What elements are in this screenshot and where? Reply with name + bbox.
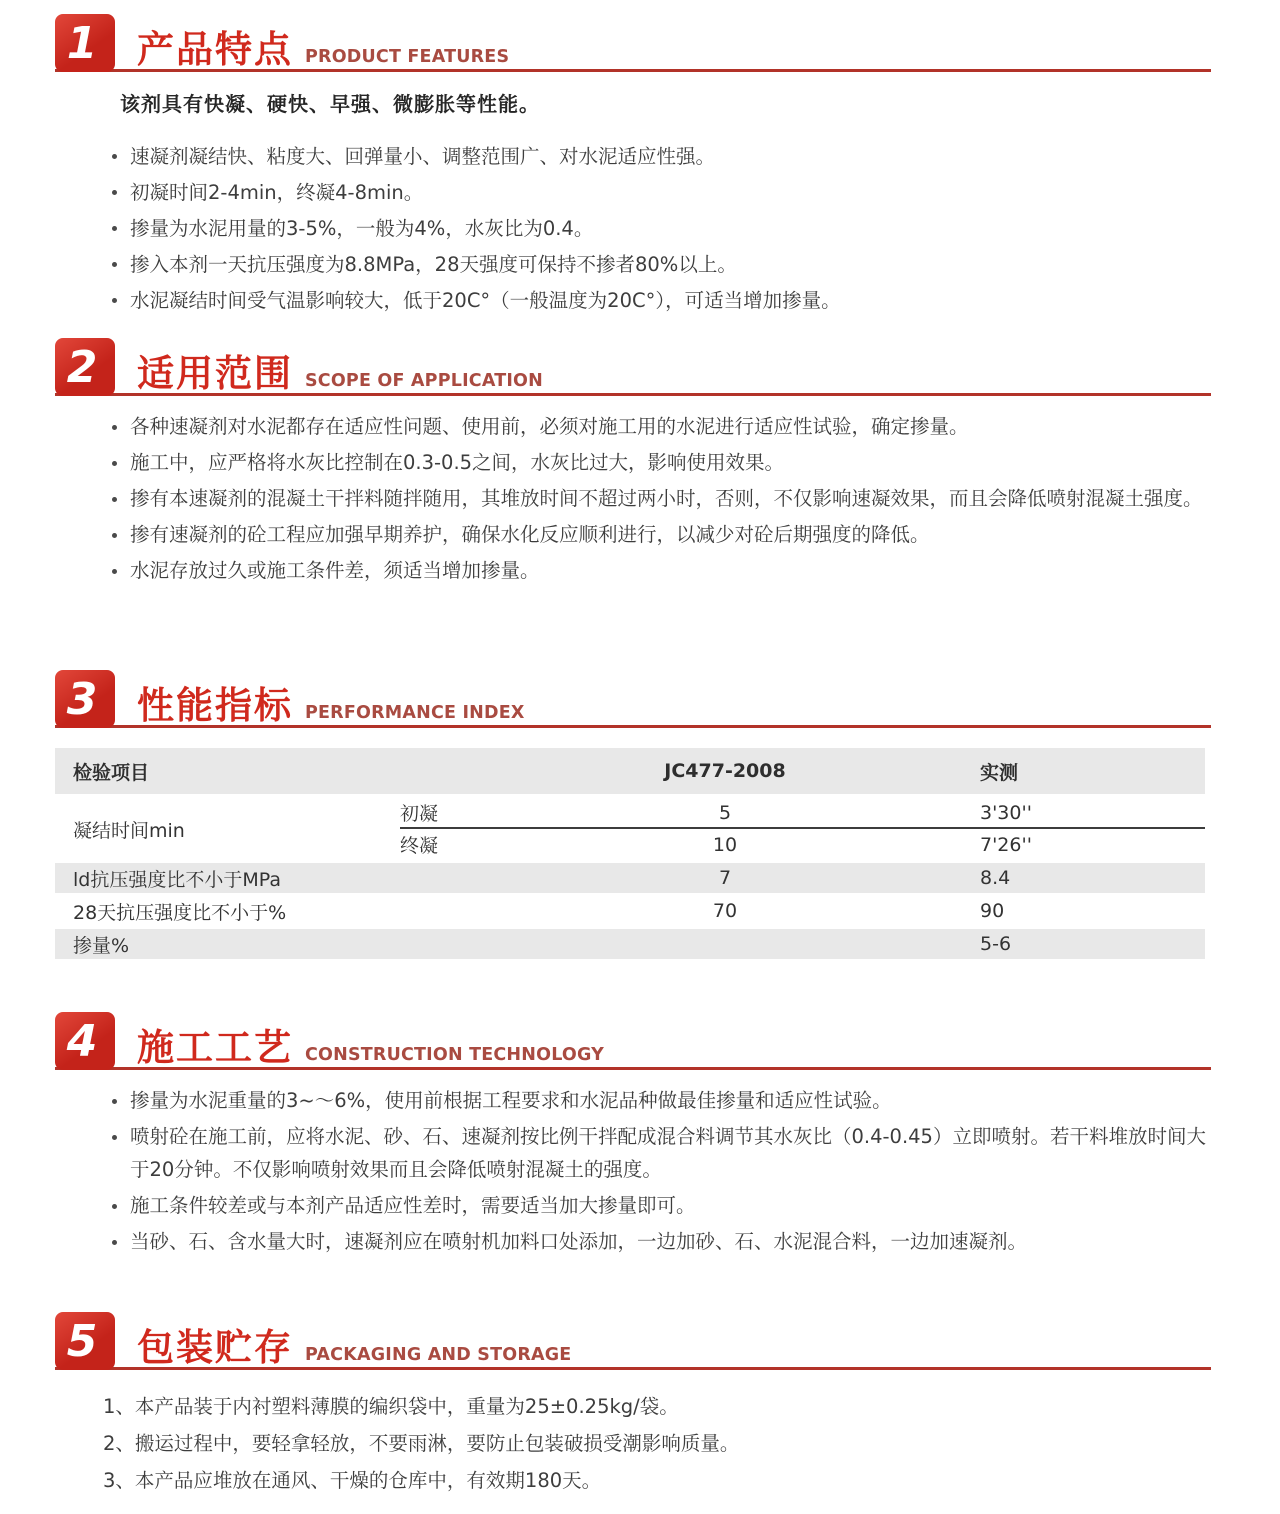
table-group-label: 凝结时间min <box>73 819 185 842</box>
list-item <box>112 518 1211 552</box>
section-construction-technology <box>55 1012 1211 1261</box>
list-item-text: 施工条件较差或与本剂产品适应性差时，需要适当加大掺量即可。 <box>130 1194 696 1217</box>
bullet-icon <box>112 533 117 538</box>
section-product-features <box>55 14 1211 319</box>
list-item-text: 1、本产品装于内衬塑料薄膜的编织袋中，重量为25±0.25kg/袋。 <box>103 1395 679 1418</box>
section-title: 适用范围 <box>137 352 293 395</box>
table-cell-standard: 5 <box>718 801 732 824</box>
section-header <box>55 1312 1211 1370</box>
table-cell-measured: 90 <box>980 900 1005 922</box>
section-number-badge: 4 <box>55 1012 115 1070</box>
section-subtitle: SCOPE OF APPLICATION <box>305 371 543 391</box>
list-item <box>112 1189 1211 1222</box>
list-item-text: 3、本产品应堆放在通风、干燥的仓库中，有效期180天。 <box>103 1469 602 1492</box>
section-header <box>55 338 1211 396</box>
list-item <box>112 1120 1211 1186</box>
list-item <box>112 211 1211 247</box>
section-title: 产品特点 <box>137 28 293 71</box>
table-group-setting-time <box>55 798 1205 860</box>
bullet-icon <box>112 425 117 430</box>
bullet-icon <box>112 461 117 466</box>
bullet-icon <box>112 298 117 303</box>
bullet-icon <box>112 497 117 502</box>
table-cell-measured: 8.4 <box>980 867 1011 889</box>
list-item <box>112 482 1211 516</box>
table-cell-label: ld抗压强度比不小于MPa <box>73 868 281 891</box>
list-item <box>112 139 1211 175</box>
bullet-icon <box>112 226 117 231</box>
list-item-text: 初凝时间2-4min，终凝4-8min。 <box>130 181 424 204</box>
section-header <box>55 670 1211 728</box>
list-item-text: 当砂、石、含水量大时，速凝剂应在喷射机加料口处添加，一边加砂、石、水泥混合料，一边加速凝剂。 <box>130 1230 1028 1253</box>
table-cell-measured: 5-6 <box>980 933 1012 955</box>
section-number-badge: 2 <box>55 338 115 396</box>
list-item <box>112 410 1211 444</box>
section-number-badge: 5 <box>55 1312 115 1370</box>
section-scope-of-application <box>55 338 1211 590</box>
list-item-text: 速凝剂凝结快、粘度大、回弹量小、调整范围广、对水泥适应性强。 <box>130 145 716 168</box>
section-header <box>55 1012 1211 1070</box>
list-item <box>112 554 1211 588</box>
table-cell-measured: 7'26'' <box>980 833 1032 856</box>
bullet-list <box>55 1070 1211 1258</box>
bullet-icon <box>112 1240 117 1245</box>
list-item-text: 掺有速凝剂的砼工程应加强早期养护，确保水化反应顺利进行，以减少对砼后期强度的降低。 <box>130 523 930 546</box>
table-group-rows <box>400 798 1205 860</box>
table-header-standard: JC477-2008 <box>664 760 786 782</box>
table-row <box>55 896 1205 926</box>
product-intro-line: 该剂具有快凝、硬快、早强、微膨胀等性能。 <box>120 92 540 116</box>
numbered-list <box>55 1370 1211 1499</box>
section-subtitle: CONSTRUCTION TECHNOLOGY <box>305 1045 605 1065</box>
table-cell-sublabel: 初凝 <box>400 803 439 825</box>
table-row <box>400 798 1205 829</box>
bullet-list <box>55 125 1211 319</box>
table-cell-standard: 70 <box>712 900 738 922</box>
section-title: 性能指标 <box>137 684 293 727</box>
list-item-text: 施工中，应严格将水灰比控制在0.3-0.5之间，水灰比过大，影响使用效果。 <box>130 451 785 474</box>
section-performance-index <box>55 670 1211 962</box>
section-title: 包装贮存 <box>137 1326 293 1369</box>
list-item-text: 2、搬运过程中，要轻拿轻放，不要雨淋，要防止包装破损受潮影响质量。 <box>103 1432 740 1455</box>
section-number-badge: 3 <box>55 670 115 728</box>
section-header <box>55 14 1211 72</box>
table-cell-measured: 3'30'' <box>980 801 1032 824</box>
list-item-text: 水泥存放过久或施工条件差，须适当增加掺量。 <box>130 559 540 582</box>
table-row <box>55 863 1205 893</box>
list-item-text: 掺入本剂一天抗压强度为8.8MPa，28天强度可保持不掺者80%以上。 <box>130 253 737 276</box>
list-item <box>112 446 1211 480</box>
table-header-item: 检验项目 <box>73 761 150 784</box>
bullet-icon <box>112 1204 117 1209</box>
table-cell-standard: 7 <box>718 867 732 889</box>
list-item-text: 各种速凝剂对水泥都存在适应性问题、使用前，必须对施工用的水泥进行适应性试验，确定掺量。 <box>130 415 969 438</box>
section-title: 施工工艺 <box>137 1026 293 1069</box>
table-row <box>55 929 1205 959</box>
list-item-text: 掺量为水泥重量的3~～6%，使用前根据工程要求和水泥品种做最佳掺量和适应性试验。 <box>130 1089 892 1112</box>
bullet-icon <box>112 190 117 195</box>
section-subtitle: PACKAGING AND STORAGE <box>305 1345 572 1365</box>
table-row <box>400 829 1205 860</box>
list-item <box>112 1225 1211 1258</box>
bullet-icon <box>112 1135 117 1140</box>
list-item <box>112 1084 1211 1117</box>
section-subtitle: PRODUCT FEATURES <box>305 47 510 67</box>
section-number-badge: 1 <box>55 14 115 72</box>
list-item-text: 喷射砼在施工前，应将水泥、砂、石、速凝剂按比例干拌配成混合料调节其水灰比（0.4-0.45）立即喷射。若干料堆放时间大于20分钟。不仅影响喷射效果而且会降低喷射混凝土的强度。 <box>130 1125 1206 1181</box>
table-header-row <box>55 748 1205 794</box>
list-item <box>112 283 1211 319</box>
table-cell-standard: 10 <box>712 833 738 856</box>
bullet-icon <box>112 569 117 574</box>
bullet-list <box>55 396 1211 588</box>
bullet-icon <box>112 262 117 267</box>
list-item-text: 掺量为水泥用量的3-5%，一般为4%，水灰比为0.4。 <box>130 217 594 240</box>
performance-table <box>55 748 1205 959</box>
bullet-icon <box>112 154 117 159</box>
list-item <box>112 247 1211 283</box>
list-item-text: 水泥凝结时间受气温影响较大，低于20C°（一般温度为20C°），可适当增加掺量。 <box>130 289 841 312</box>
section-subtitle: PERFORMANCE INDEX <box>305 703 525 723</box>
bullet-icon <box>112 1099 117 1104</box>
table-cell-label: 28天抗压强度比不小于% <box>73 901 287 924</box>
list-item-text: 掺有本速凝剂的混凝土干拌料随拌随用，其堆放时间不超过两小时，否则，不仅影响速凝效果，而且会降低喷射混凝土强度。 <box>130 487 1203 510</box>
section-packaging-and-storage <box>55 1312 1211 1499</box>
table-cell-label: 掺量% <box>73 934 130 957</box>
table-header-measured: 实测 <box>980 761 1019 784</box>
table-cell-sublabel: 终凝 <box>400 835 439 857</box>
list-item <box>112 175 1211 211</box>
